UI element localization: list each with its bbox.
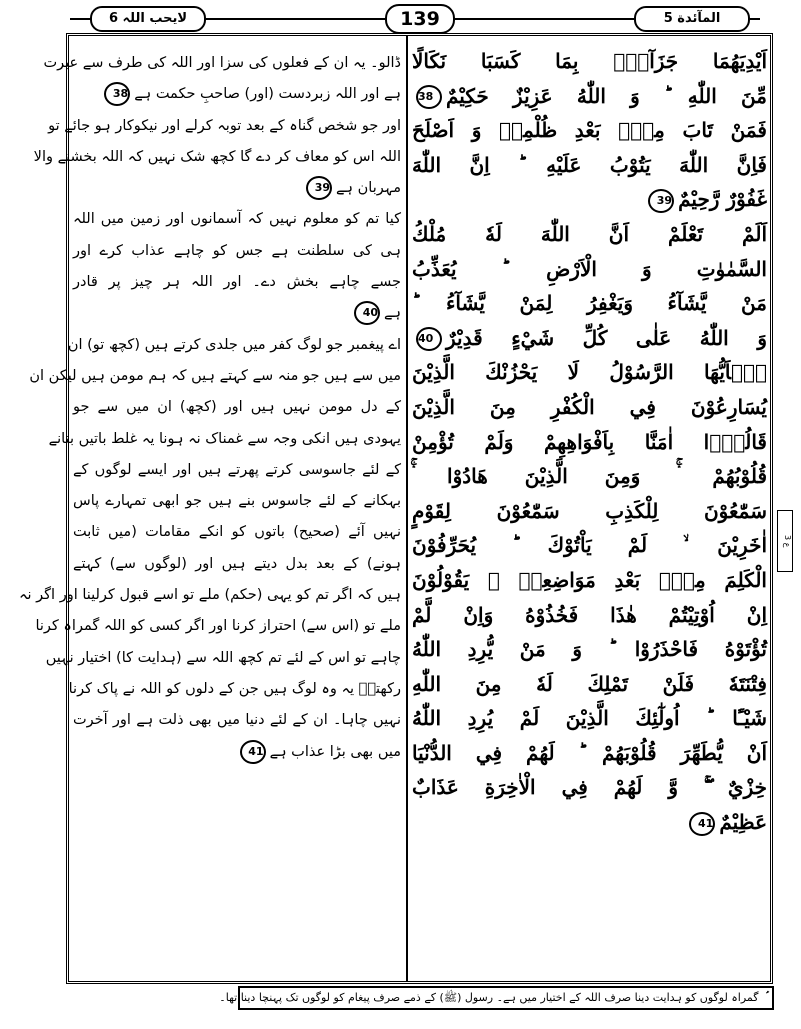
arabic-line-text: اِنْ اُوْتِيْتُمْ هٰذَا فَخُذُوْهُ وَاِنْ لَّمْ <box>412 602 767 627</box>
urdu-line-text: ہے <box>384 305 401 322</box>
verse-number: 40 <box>416 327 442 351</box>
arabic-line <box>412 321 767 356</box>
juz-label: لایحب اللہ 6 <box>90 6 206 32</box>
arabic-line-text: عَظِيْمٌ <box>719 810 767 835</box>
column-divider <box>406 36 408 981</box>
arabic-line-text: اَيْدِيَهُمَا جَزَآءًۢ بِمَا كَسَبَا نَكَالًا <box>412 49 767 73</box>
arabic-line-text: مَنْ يَّشَآءُ وَيَغْفِرُ لِمَنْ يَّشَآءُ ؕ <box>412 291 767 316</box>
urdu-line <box>45 643 401 674</box>
urdu-line-text: نہیں چاہا۔ ان کے لئے دنیا میں بھی ذلت ہے اور آخرت <box>73 712 401 729</box>
urdu-line <box>73 549 401 580</box>
arabic-line-text: غَفُوْرٌ رَّحِيْمٌ <box>678 187 767 212</box>
urdu-line-text: ہیں کہ اگر تم کو یہی (حکم) ملے تو اسے قبول کرلینا اور اگر نہ <box>19 587 401 604</box>
arabic-line <box>412 701 767 736</box>
footnote-text: گمراہ لوگوں کو ہدایت دینا صرف اللہ کے اختیار میں ہے۔ رسول (ﷺ) کے ذمے صرف پیغام کو لوگوں تک پہنچا دینا تھا۔ <box>219 991 759 1004</box>
urdu-line <box>73 236 401 267</box>
arabic-line <box>412 563 767 598</box>
urdu-line <box>73 298 401 329</box>
urdu-line-text: میں سے ہیں جو منہ سے کہتے ہیں کہ ہم مومن ہیں لیکن ان <box>29 367 401 384</box>
urdu-line <box>33 142 401 173</box>
arabic-line <box>412 113 767 148</box>
urdu-line <box>73 737 401 768</box>
arabic-line <box>412 252 767 287</box>
verse-number: 41 <box>240 740 266 764</box>
arabic-line-text: شَيْـًٔا ؕ اُولٰٓئِكَ الَّذِيْنَ لَمْ يُرِدِ اللّٰهُ <box>412 706 767 731</box>
urdu-line-text: ملے تو (اس سے) احتراز کرنا اور اگر کسی کو اللہ گمراہ کرنا <box>35 618 401 635</box>
arabic-line-text: تُؤْتَوْهُ فَاحْذَرُوْا ؕ وَ مَنْ يُّرِدِ اللّٰهُ <box>412 637 767 662</box>
arabic-line-text: فِتْنَتَهٗ فَلَنْ تَمْلِكَ لَهٗ مِنَ اللّٰهِ <box>412 671 767 696</box>
urdu-line <box>73 705 401 736</box>
urdu-line-text: جسے چاہے بخش دے۔ اور اللہ ہر چیز پر قادر <box>73 274 401 291</box>
urdu-line-text: کے دل مومن نہیں ہیں اور (کچھ) ان میں سے جو <box>73 399 401 416</box>
urdu-line-text: ہونے) کے بعد بدل دیتے ہیں اور (لوگوں سے) کہتے <box>73 555 401 572</box>
urdu-line <box>73 392 401 423</box>
arabic-line-text: السَّمٰوٰتِ وَ الْاَرْضِ ؕ يُعَذِّبُ <box>412 256 767 281</box>
urdu-line <box>29 361 401 392</box>
urdu-line <box>73 455 401 486</box>
urdu-line <box>73 517 401 548</box>
urdu-line <box>73 204 401 235</box>
surah-label: المآئدة 5 <box>634 6 750 32</box>
arabic-line <box>412 425 767 460</box>
urdu-line-text: چاہے تو اس کے لئے تم کچھ اللہ سے (ہدایت کا) اختیار نہیں <box>45 649 401 666</box>
urdu-line-text: رکھتےؑ یہ وہ لوگ ہیں جن کے دلوں کو اللہ نے پاک کرنا <box>68 680 401 697</box>
urdu-line <box>19 580 401 611</box>
page-number: 139 <box>385 4 455 34</box>
verse-number: 39 <box>306 176 332 200</box>
urdu-line-text: کیا تم کو معلوم نہیں کہ آسمانوں اور زمین میں اللہ <box>73 211 401 228</box>
ruku-marker: ع 3 <box>777 510 793 572</box>
arabic-line <box>412 770 767 805</box>
arabic-line <box>412 148 767 183</box>
arabic-line-text: يٰۤاَيُّهَا الرَّسُوْلُ لَا يَحْزُنْكَ الَّذِيْنَ <box>412 360 767 385</box>
arabic-line <box>412 598 767 633</box>
footnote <box>219 986 774 1010</box>
urdu-line-text: ہے اور اللہ زبردست (اور) صاحبِ حکمت ہے <box>134 86 401 103</box>
urdu-line-text: مہربان ہے <box>336 180 401 197</box>
arabic-line <box>412 217 767 252</box>
arabic-line <box>412 390 767 425</box>
arabic-line <box>412 355 767 390</box>
urdu-line-text: اے پیغمبر جو لوگ کفر میں جلدی کرتے ہیں (کچھ تو) ان <box>67 336 401 353</box>
urdu-line-text: میں بھی بڑا عذاب ہے <box>269 743 401 760</box>
arabic-line-text: مِّنَ اللّٰهِ ؕ وَ اللّٰهُ عَزِيْزٌ حَكِيْمٌ <box>446 83 767 108</box>
arabic-line-text: فَاِنَّ اللّٰهَ يَتُوْبُ عَلَيْهِ ؕ اِنَّ اللّٰهَ <box>412 152 767 177</box>
verse-number: 39 <box>648 189 674 213</box>
arabic-line <box>412 79 767 114</box>
verse-number: 40 <box>354 301 380 325</box>
arabic-line-text: اٰخَرِيْنَ ۙ لَمْ يَاْتُوْكَ ؕ يُحَرِّفُوْنَ <box>412 533 767 558</box>
urdu-column <box>19 48 401 768</box>
arabic-line-text: وَ اللّٰهُ عَلٰى كُلِّ شَيْءٍ قَدِيْرٌ <box>446 325 767 350</box>
arabic-line-text: الْكَلِمَ مِنْۢ بَعْدِ مَوَاضِعِهٖ ۚ يَقُوْلُوْنَ <box>412 567 767 592</box>
urdu-line <box>68 674 401 705</box>
urdu-line <box>48 424 401 455</box>
arabic-line <box>412 805 767 840</box>
arabic-line-text: اَنْ يُّطَهِّرَ قُلُوْبَهُمْ ؕ لَهُمْ فِي الدُّنْيَا <box>412 740 767 765</box>
urdu-line-text: اور جو شخص گناہ کے بعد توبہ کرلے اور نیکوکار ہو جائے تو <box>48 117 401 134</box>
urdu-line-text: ہی کی سلطنت ہے جس کو چاہے عذاب کرے اور <box>73 242 401 259</box>
urdu-line-text: اللہ اس کو معاف کر دے گا کچھ شک نہیں کہ اللہ بخشنے والا <box>33 148 401 165</box>
urdu-line <box>73 267 401 298</box>
arabic-line <box>412 528 767 563</box>
arabic-line-text: قَالُوْۤا اٰمَنَّا بِاَفْوَاهِهِمْ وَلَمْ تُؤْمِنْ <box>412 429 767 454</box>
arabic-line-text: خِزْيٌ ۚۖ وَّ لَهُمْ فِي الْاٰخِرَةِ عَذَابٌ <box>412 775 767 800</box>
arabic-line <box>412 736 767 771</box>
urdu-line <box>43 48 401 79</box>
arabic-line-text: يُسَارِعُوْنَ فِي الْكُفْرِ مِنَ الَّذِيْنَ <box>412 394 767 419</box>
urdu-line <box>73 79 401 110</box>
arabic-line-text: قُلُوْبُهُمْ ۛۚ وَمِنَ الَّذِيْنَ هَادُوْا ۛۚ <box>412 464 767 489</box>
urdu-line-text: کے لئے جاسوسی کرتے پھرتے ہیں اور ایسے لوگوں کے <box>73 461 401 478</box>
arabic-line <box>412 182 767 217</box>
arabic-line <box>412 44 767 79</box>
urdu-line-text: نہیں آئے (صحیح) باتوں کو انکے مقامات (میں ثابت <box>73 524 401 541</box>
verse-number: 38 <box>416 85 442 109</box>
arabic-line <box>412 286 767 321</box>
arabic-column <box>412 44 767 840</box>
arabic-line-text: فَمَنْ تَابَ مِنْۢ بَعْدِ ظُلْمِهٖ وَ اَصْلَحَ <box>412 118 767 143</box>
urdu-line <box>35 611 401 642</box>
arabic-line <box>412 494 767 529</box>
arabic-line-text: سَمّٰعُوْنَ لِلْكَذِبِ سَمّٰعُوْنَ لِقَوْمٍ <box>412 498 767 523</box>
urdu-line <box>67 330 401 361</box>
urdu-line <box>73 486 401 517</box>
page-header <box>70 6 760 32</box>
arabic-line <box>412 667 767 702</box>
urdu-line-text: بہکانے کے لئے جاسوس بنے ہیں جو ابھی تمہارے پاس <box>73 493 401 510</box>
urdu-line <box>48 111 401 142</box>
verse-number: 38 <box>104 82 130 106</box>
arabic-line-text: اَلَمْ تَعْلَمْ اَنَّ اللّٰهَ لَهٗ مُلْكُ <box>412 221 767 246</box>
arabic-line <box>412 459 767 494</box>
verse-number: 41 <box>689 812 715 836</box>
urdu-line-text: یہودی ہیں انکی وجہ سے غمناک نہ ہونا یہ غلط باتیں بنانے <box>48 430 401 447</box>
arabic-line <box>412 632 767 667</box>
urdu-line-text: ڈالو۔ یہ ان کے فعلوں کی سزا اور اللہ کی طرف سے عبرت <box>43 55 401 71</box>
urdu-line <box>73 173 401 204</box>
